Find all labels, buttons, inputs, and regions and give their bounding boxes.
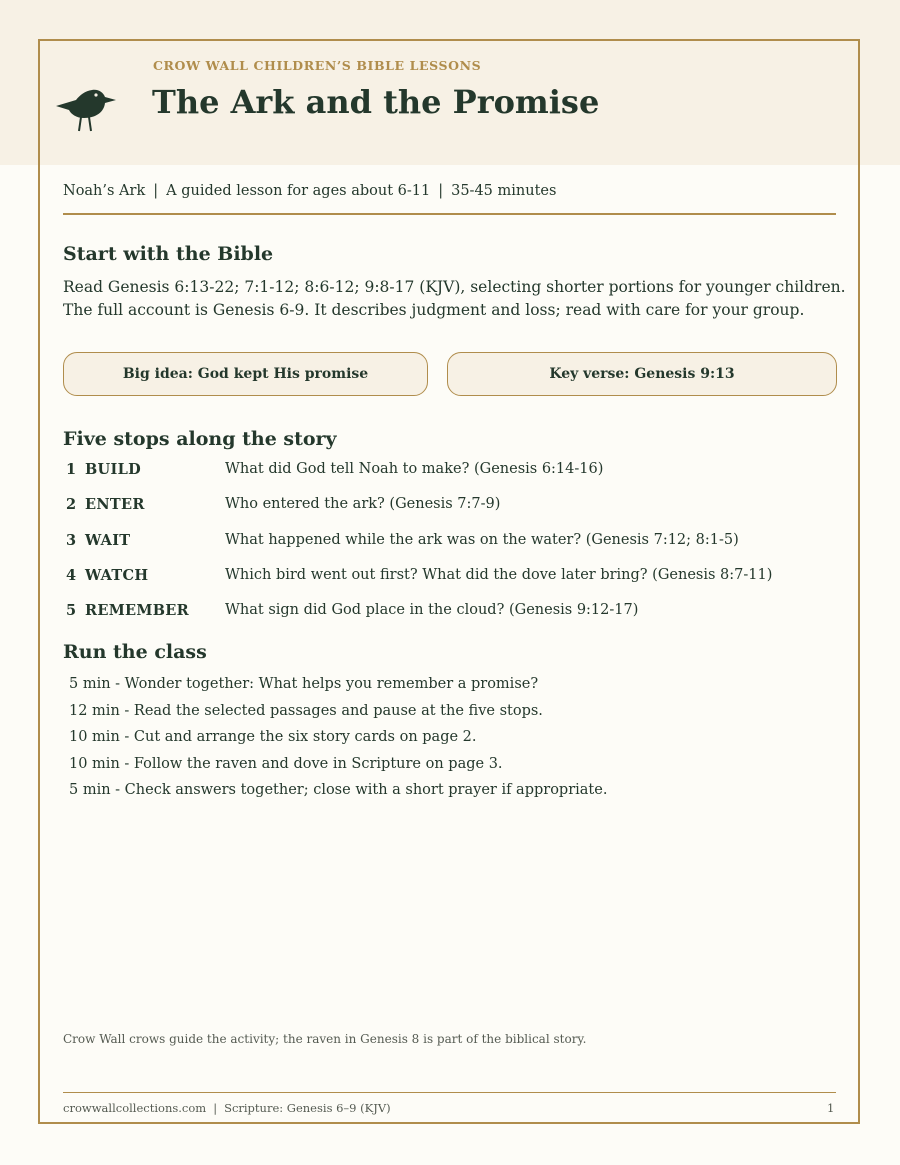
- crow-icon: [54, 86, 118, 134]
- stop-label: ENTER: [85, 496, 145, 514]
- stop-item: [63, 491, 843, 526]
- stop-question: Who entered the ark? (Genesis 7:7-9): [225, 496, 501, 513]
- footer-separator: |: [213, 1101, 218, 1115]
- schedule-item: 10 min - Cut and arrange the six story cards on page 2.: [69, 729, 477, 746]
- stop-number: 5: [66, 602, 77, 620]
- stop-number: 1: [66, 461, 77, 478]
- page-title: The Ark and the Promise: [152, 83, 600, 121]
- schedule-item: 5 min - Wonder together: What helps you remember a promise?: [69, 676, 539, 692]
- section-heading-stops: Five stops along the story: [63, 428, 337, 450]
- stop-item: [63, 456, 843, 491]
- stop-number: 2: [66, 496, 77, 514]
- bible-intro-line: The full account is Genesis 6-9. It describes judgment and loss; read with care for your group.: [63, 300, 805, 319]
- story-name: Noah’s Ark: [63, 183, 146, 199]
- stop-label: WATCH: [85, 566, 149, 584]
- stop-item: [63, 527, 843, 562]
- section-heading-class: Run the class: [63, 641, 207, 663]
- section-heading-bible: Start with the Bible: [63, 243, 274, 265]
- audience: A guided lesson for ages about 6-11: [166, 183, 431, 199]
- footer-info: [63, 1101, 391, 1115]
- schedule-item: 12 min - Read the selected passages and pause at the five stops.: [69, 702, 543, 719]
- page-number: 1: [827, 1101, 835, 1115]
- schedule-item: 10 min - Follow the raven and dove in Scripture on page 3.: [69, 755, 503, 772]
- footer-scripture: Scripture: Genesis 6–9 (KJV): [224, 1101, 391, 1115]
- bible-intro-line: Read Genesis 6:13-22; 7:1-12; 8:6-12; 9:8-17 (KJV), selecting shorter portions for younger children.: [63, 278, 846, 296]
- header-divider: [63, 213, 836, 215]
- meta-separator: |: [153, 183, 159, 199]
- stops-list: [63, 456, 843, 632]
- stop-item: [63, 597, 843, 632]
- lesson-meta: [63, 183, 556, 199]
- stop-number: 3: [66, 531, 77, 549]
- stop-number: 4: [66, 566, 77, 584]
- series-label: CROW WALL CHILDREN’S BIBLE LESSONS: [153, 58, 482, 73]
- stop-item: [63, 562, 843, 597]
- bible-intro: [63, 276, 846, 321]
- stop-label: BUILD: [85, 461, 141, 478]
- stop-question: What happened while the ark was on the water? (Genesis 7:12; 8:1-5): [225, 531, 739, 548]
- stop-question: Which bird went out first? What did the dove later bring? (Genesis 8:7-11): [225, 566, 773, 583]
- key-verse-box: Key verse: Genesis 9:13: [447, 352, 837, 396]
- big-idea-box: Big idea: God kept His promise: [63, 352, 428, 396]
- schedule-item: 5 min - Check answers together; close with a short prayer if appropriate.: [69, 782, 608, 799]
- stop-question: What did God tell Noah to make? (Genesis 6:14-16): [225, 461, 604, 477]
- stop-question: What sign did God place in the cloud? (Genesis 9:12-17): [225, 602, 639, 619]
- footer-site: crowwallcollections.com: [63, 1101, 207, 1115]
- stop-label: WAIT: [85, 531, 131, 549]
- footnote: Crow Wall crows guide the activity; the raven in Genesis 8 is part of the biblical story.: [63, 1032, 587, 1046]
- duration: 35-45 minutes: [451, 183, 557, 199]
- stop-label: REMEMBER: [85, 602, 190, 620]
- footer-divider: [63, 1092, 836, 1093]
- meta-separator: |: [438, 183, 444, 199]
- class-schedule: [69, 672, 607, 805]
